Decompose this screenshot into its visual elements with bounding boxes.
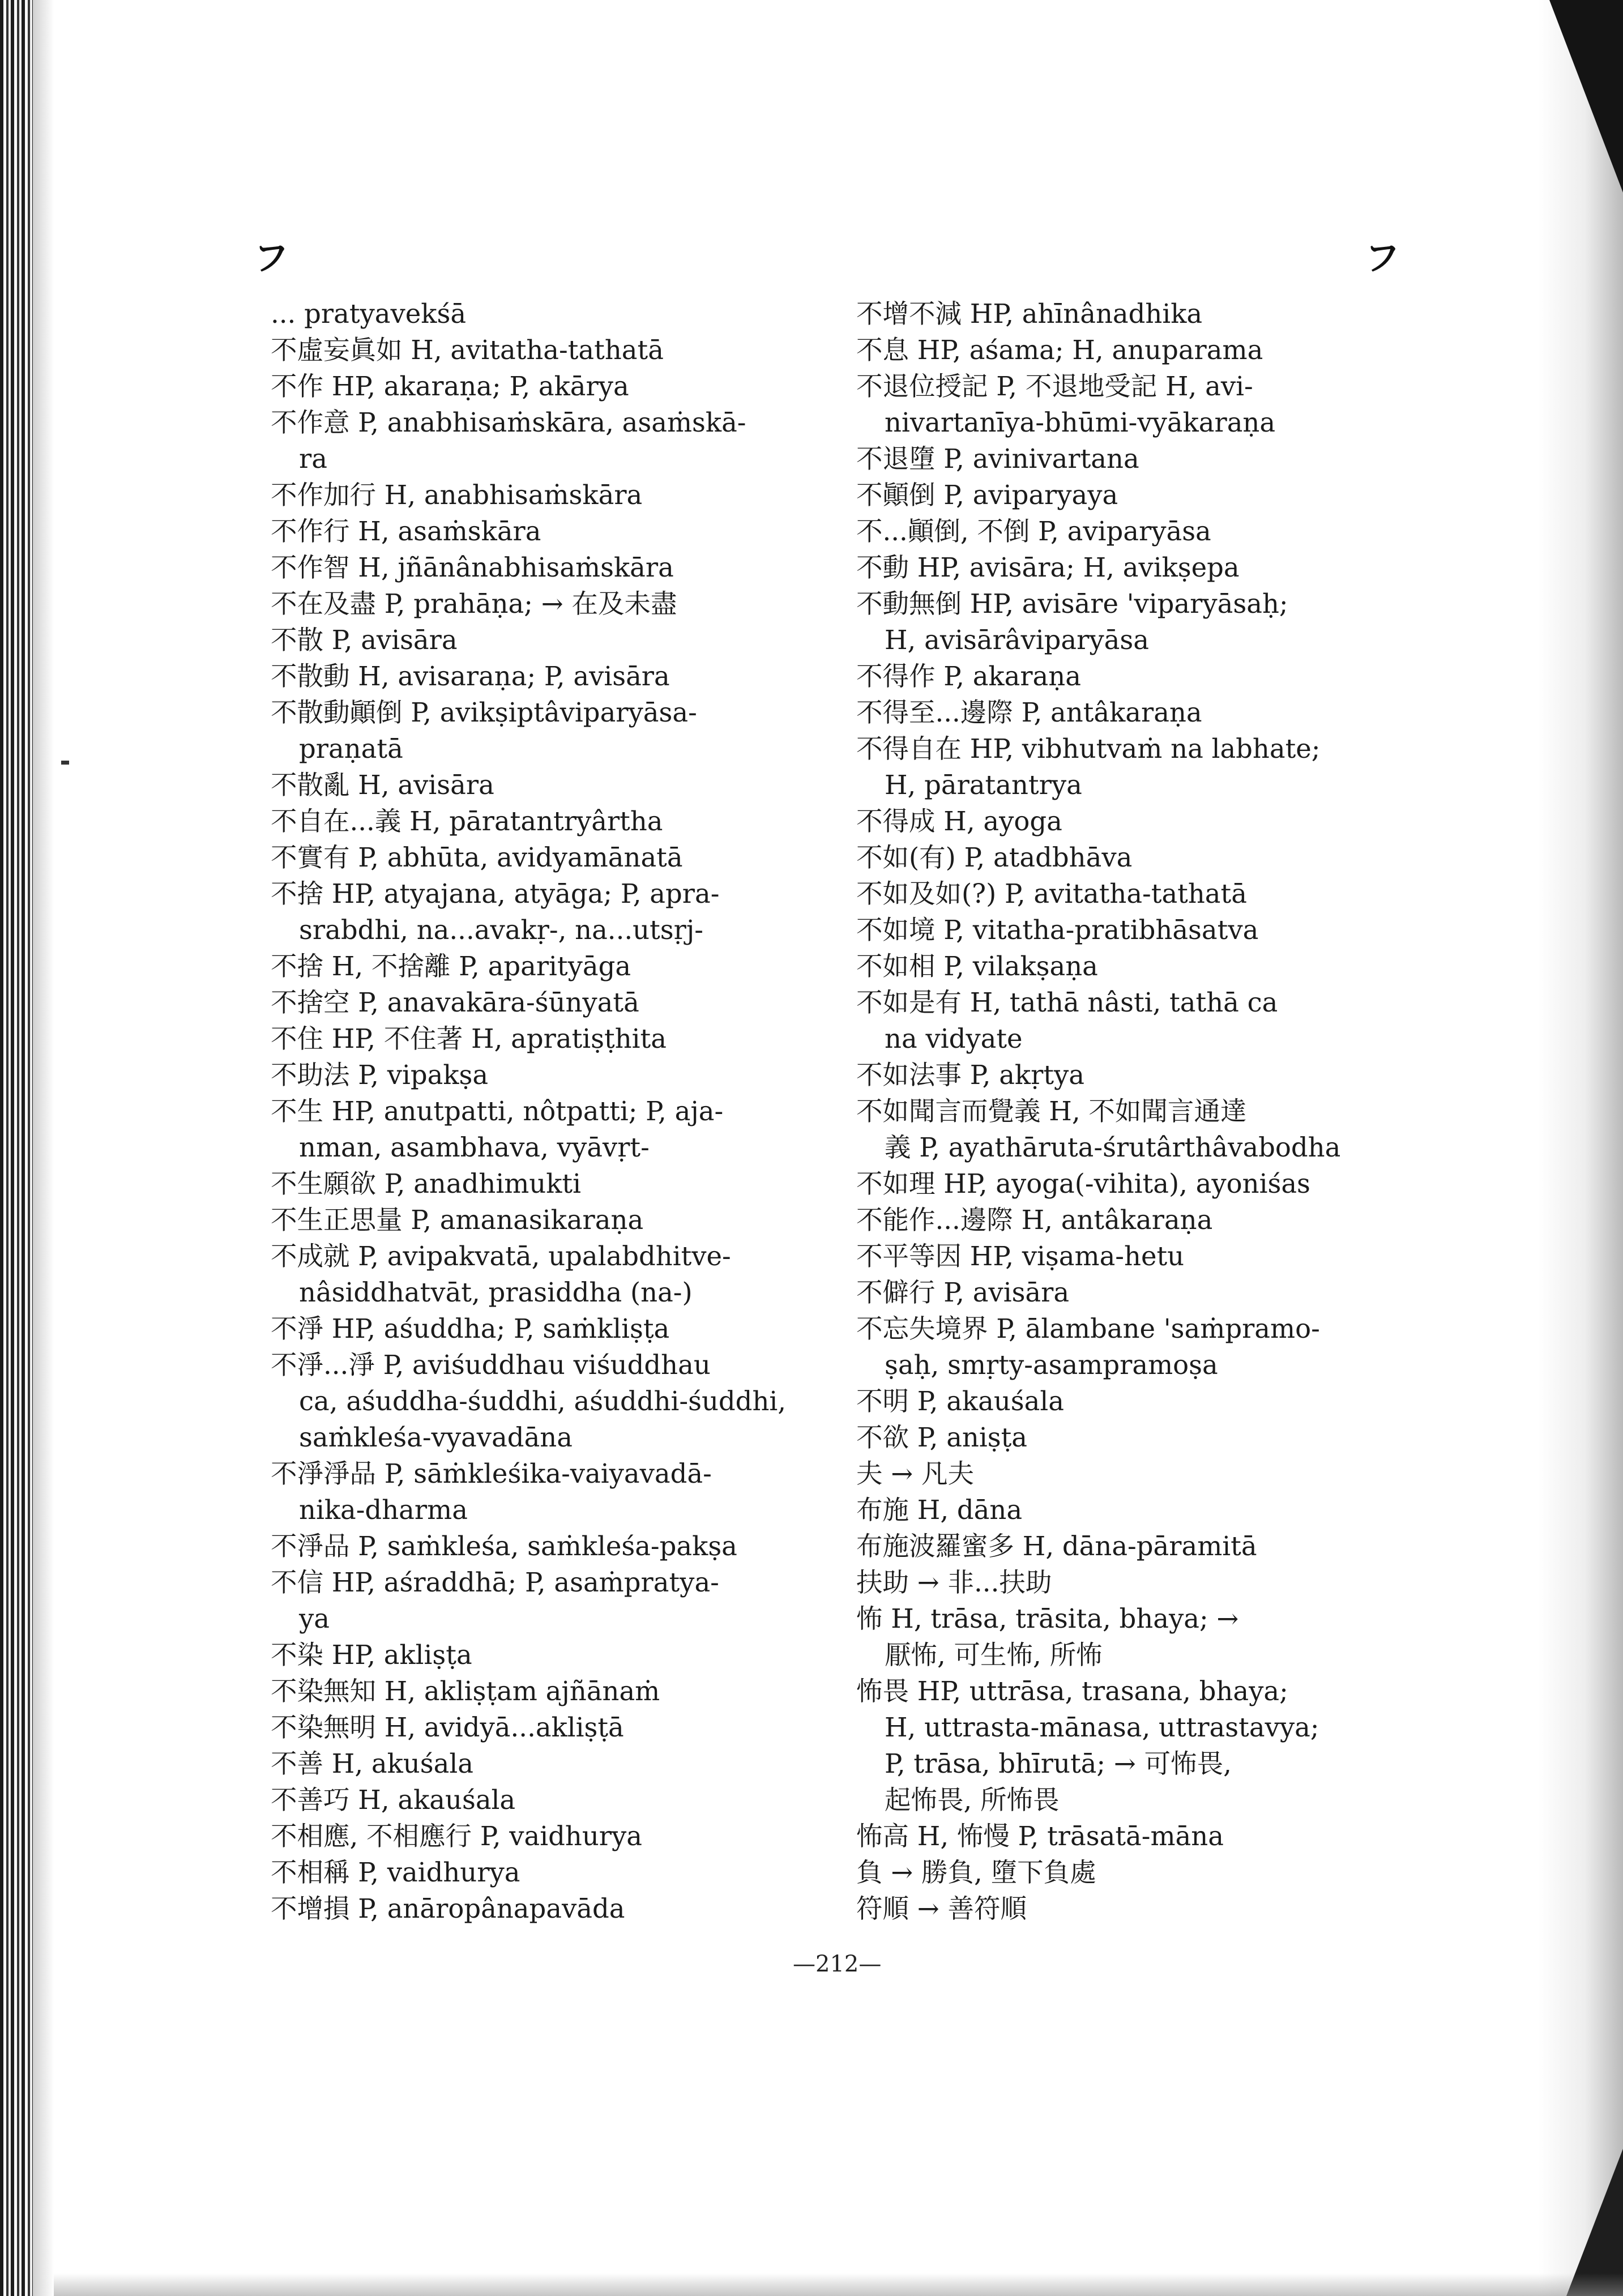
dictionary-entry [271,1021,837,1057]
entry-line: 不善 H, akuśala [271,1748,473,1779]
entry-line: 不助法 P, vipakṣa [271,1060,489,1090]
dictionary-entry [856,731,1400,803]
entry-line: 不得成 H, ayoga [856,806,1062,837]
dictionary-entry [271,332,837,368]
entry-line: 不相應, 不相應行 P, vaidhurya [271,1821,643,1851]
entry-line: 怖畏 HP, uttrāsa, trasana, bhaya; [856,1676,1288,1706]
entry-line: 不增不減 HP, ahīnânadhika [856,298,1203,329]
entry-line: 符順 → 善符順 [856,1893,1027,1924]
entry-line: 不如理 HP, ayoga(-vihita), ayoniśas [856,1168,1310,1199]
dictionary-entry [271,1673,837,1709]
entry-continuation-line: P, trāsa, bhīrutā; → 可怖畏, [885,1748,1232,1779]
entry-continuation-line: ca, aśuddha-śuddhi, aśuddhi-śuddhi, [299,1386,787,1416]
dictionary-entry [856,1601,1400,1673]
dictionary-entry [271,1890,837,1927]
entry-line: 不捨 HP, atyajana, atyāga; P, apra- [271,878,720,909]
entry-continuation-line: nivartanīya-bhūmi-vyākaraṇa [885,407,1276,438]
dictionary-entry [856,984,1400,1057]
entry-line: 不生願欲 P, anadhimukti [271,1168,581,1199]
entry-line: 不生 HP, anutpatti, nôtpatti; P, aja- [271,1096,724,1126]
dictionary-entry [856,1202,1400,1238]
dictionary-entry [271,1637,837,1673]
entry-continuation-line: nâsiddhatvāt, prasiddha (na-) [299,1277,693,1308]
dictionary-entry [856,803,1400,839]
dictionary-entry [856,441,1400,477]
dictionary-entry [271,622,837,658]
dictionary-entry [271,694,837,767]
entry-continuation-line: praṇatā [299,733,403,764]
dictionary-entry [271,477,837,513]
entry-line: 不捨空 P, anavakāra-śūnyatā [271,987,639,1018]
entry-line: 不能作...邊際 H, antâkaraṇa [856,1205,1213,1235]
entry-line: 不在及盡 P, prahāṇa; → 在及未盡 [271,588,677,619]
dictionary-entry [856,876,1400,912]
dictionary-entry [271,1782,837,1818]
dictionary-entry [856,1456,1400,1492]
entry-continuation-line: 厭怖, 可生怖, 所怖 [885,1640,1103,1670]
entry-line: 不虛妄眞如 H, avitatha-tathatā [271,335,664,365]
entry-line: 負 → 勝負, 墮下負處 [856,1857,1096,1888]
entry-line: 不欲 P, aniṣṭa [856,1422,1028,1453]
dictionary-entry [271,984,837,1021]
dictionary-entry [271,1709,837,1746]
dictionary-entry [856,1890,1400,1927]
entry-line: 不淨 HP, aśuddha; P, saṁkliṣṭa [271,1313,670,1344]
entry-line: 不如相 P, vilakṣaṇa [856,951,1098,981]
dictionary-entry [271,948,837,984]
dictionary-entry [856,1274,1400,1311]
entry-line: 不作加行 H, anabhisaṁskāra [271,480,643,510]
entry-continuation-line: na vidyate [885,1023,1023,1054]
dictionary-entry [271,839,837,876]
page-number: —212— [793,1951,882,1977]
dictionary-entry [856,296,1400,332]
entry-line: 不如聞言而覺義 H, 不如聞言通達 [856,1096,1247,1126]
dictionary-entry [271,549,837,586]
entry-line: 不實有 P, abhūta, avidyamānatā [271,842,683,873]
entry-line: 不顚倒 P, aviparyaya [856,480,1118,510]
dictionary-entry [271,1456,837,1528]
header-left-mark: フ [254,237,289,279]
dictionary-entry [856,694,1400,731]
dictionary-entry [271,1564,837,1637]
dictionary-entry [271,658,837,694]
entry-continuation-line: H, avisārâviparyāsa [885,625,1149,655]
entry-continuation-line: srabdhi, na...avakṛ-, na...utsṛj- [299,915,704,945]
dictionary-entry [271,1057,837,1093]
entry-line: 不增損 P, anāropânapavāda [271,1893,625,1924]
dictionary-entry [856,1492,1400,1528]
entry-line: 不善巧 H, akauśala [271,1785,516,1815]
entry-continuation-line: 義 P, ayathāruta-śrutârthâvabodha [885,1132,1341,1163]
entry-line: 不得自在 HP, vibhutvaṁ na labhate; [856,733,1321,764]
dictionary-entry [856,477,1400,513]
dictionary-entry [856,1564,1400,1601]
entry-continuation-line: ra [299,443,327,474]
entry-line: 怖 H, trāsa, trāsita, bhaya; → [856,1603,1239,1634]
dictionary-entry [271,1166,837,1202]
entry-line: 不退墮 P, avinivartana [856,443,1139,474]
entry-continuation-line: 起怖畏, 所怖畏 [885,1785,1060,1815]
dictionary-entry [271,368,837,404]
dictionary-entry [271,1311,837,1347]
entry-line: 不如及如(?) P, avitatha-tathatā [856,878,1247,909]
dictionary-entry [271,296,837,332]
binding-edge [0,0,54,2296]
entry-line: 夫 → 凡夫 [856,1458,975,1489]
dictionary-entry [856,839,1400,876]
entry-line: 不生正思量 P, amanasikaraṇa [271,1205,644,1235]
dictionary-entry [856,1238,1400,1274]
dictionary-entry [271,803,837,839]
entry-continuation-line: H, pāratantrya [885,770,1082,800]
dictionary-entry [271,1347,837,1456]
entry-line: 不捨 H, 不捨離 P, aparityāga [271,951,631,981]
entry-line: 布施 H, dāna [856,1495,1023,1525]
dictionary-entry [856,912,1400,948]
dictionary-entry [856,1057,1400,1093]
entry-line: 不自在...義 H, pāratantryârtha [271,806,663,837]
left-column [271,296,837,1927]
entry-line: 不散 P, avisāra [271,625,458,655]
entry-line: 不信 HP, aśraddhā; P, asaṁpratya- [271,1567,719,1598]
page-shadow-right [1538,0,1623,2296]
dictionary-entry [271,1528,837,1564]
entry-line: 不如是有 H, tathā nâsti, tathā ca [856,987,1278,1018]
dictionary-entry [856,1383,1400,1419]
entry-line: 不作行 H, asaṁskāra [271,516,541,547]
entry-line: 不動 HP, avisāra; H, avikṣepa [856,552,1240,583]
entry-continuation-line: saṁkleśa-vyavadāna [299,1422,573,1453]
entry-line: 不染無明 H, avidyā...akliṣṭā [271,1712,624,1743]
entry-line: 不散動顚倒 P, avikṣiptâviparyāsa- [271,697,697,728]
entry-line: 不退位授記 P, 不退地受記 H, avi- [856,371,1253,402]
entry-line: 不淨品 P, saṁkleśa, saṁkleśa-pakṣa [271,1531,737,1561]
dictionary-entry [856,1166,1400,1202]
entry-line: 不得作 P, akaraṇa [856,661,1081,692]
dictionary-entry [271,1746,837,1782]
entry-continuation-line: nika-dharma [299,1495,468,1525]
dictionary-entry [856,332,1400,368]
dictionary-entry [271,1238,837,1311]
dictionary-entry [271,404,837,477]
dictionary-entry [271,876,837,948]
dictionary-entry [856,1528,1400,1564]
dictionary-entry [856,948,1400,984]
entry-line: 布施波羅蜜多 H, dāna-pāramitā [856,1531,1257,1561]
dictionary-entry [271,1854,837,1890]
dictionary-entry [856,549,1400,586]
entry-continuation-line: ya [299,1603,330,1634]
page-shadow-bottom [54,2273,1623,2296]
scan-corner-top-right [1549,0,1623,193]
dictionary-entry [856,513,1400,549]
dictionary-entry [271,586,837,622]
entry-continuation-line: ṣaḥ, smṛty-asampramoṣa [885,1350,1218,1380]
entry-line: 不淨淨品 P, sāṁkleśika-vaiyavadā- [271,1458,712,1489]
dictionary-entry [271,513,837,549]
entry-line: 不染 HP, akliṣṭa [271,1640,472,1670]
entry-line: 不相稱 P, vaidhurya [271,1857,520,1888]
entry-line: 不染無知 H, akliṣṭam ajñānaṁ [271,1676,660,1706]
entry-line: 不作智 H, jñānânabhisaṁskāra [271,552,674,583]
entry-line: 不如境 P, vitatha-pratibhāsatva [856,915,1259,945]
dictionary-entry [271,1202,837,1238]
entry-line: 不作 HP, akaraṇa; P, akārya [271,371,629,402]
entry-continuation-line: H, uttrasta-mānasa, uttrastavya; [885,1712,1319,1743]
entry-line: 不如法事 P, akṛtya [856,1060,1085,1090]
entry-line: 不明 P, akauśala [856,1386,1064,1416]
entry-line: 不如(有) P, atadbhāva [856,842,1133,873]
entry-line: 不得至...邊際 P, antâkaraṇa [856,697,1202,728]
entry-continuation-line: nman, asambhava, vyāvṛt- [299,1132,650,1163]
entry-line: 不淨...淨 P, aviśuddhau viśuddhau [271,1350,711,1380]
right-column [856,296,1400,1927]
entry-line: 不...顚倒, 不倒 P, aviparyāsa [856,516,1211,547]
entry-line: 不作意 P, anabhisaṁskāra, asaṁskā- [271,407,746,438]
dictionary-entry [271,1093,837,1166]
dictionary-entry [856,586,1400,658]
entry-line: 不忘失境界 P, ālambane 'saṁpramo- [856,1313,1320,1344]
entry-line: 不動無倒 HP, avisāre 'viparyāsaḥ; [856,588,1288,619]
dictionary-entry [856,1419,1400,1456]
entry-line: 扶助 → 非...扶助 [856,1567,1052,1598]
dictionary-entry [271,767,837,803]
dictionary-entry [271,1818,837,1854]
entry-line: 不散亂 H, avisāra [271,770,494,800]
dictionary-entry [856,1311,1400,1383]
entry-line: 不成就 P, avipakvatā, upalabdhitve- [271,1241,731,1271]
entry-line: 不平等因 HP, viṣama-hetu [856,1241,1185,1271]
entry-line: 不散動 H, avisaraṇa; P, avisāra [271,661,670,692]
header-right-mark: フ [1365,237,1400,279]
entry-line: 怖高 H, 怖慢 P, trāsatā-māna [856,1821,1224,1851]
entry-line: ... pratyavekśā [271,298,467,329]
entry-line: 不僻行 P, avisāra [856,1277,1070,1308]
dictionary-entry [856,658,1400,694]
dictionary-entry [856,368,1400,441]
dictionary-entry [856,1818,1400,1854]
dictionary-entry [856,1093,1400,1166]
stray-mark [61,761,69,765]
dictionary-entry [856,1673,1400,1818]
entry-line: 不住 HP, 不住著 H, apratiṣṭhita [271,1023,667,1054]
entry-line: 不息 HP, aśama; H, anuparama [856,335,1263,365]
dictionary-entry [856,1854,1400,1890]
